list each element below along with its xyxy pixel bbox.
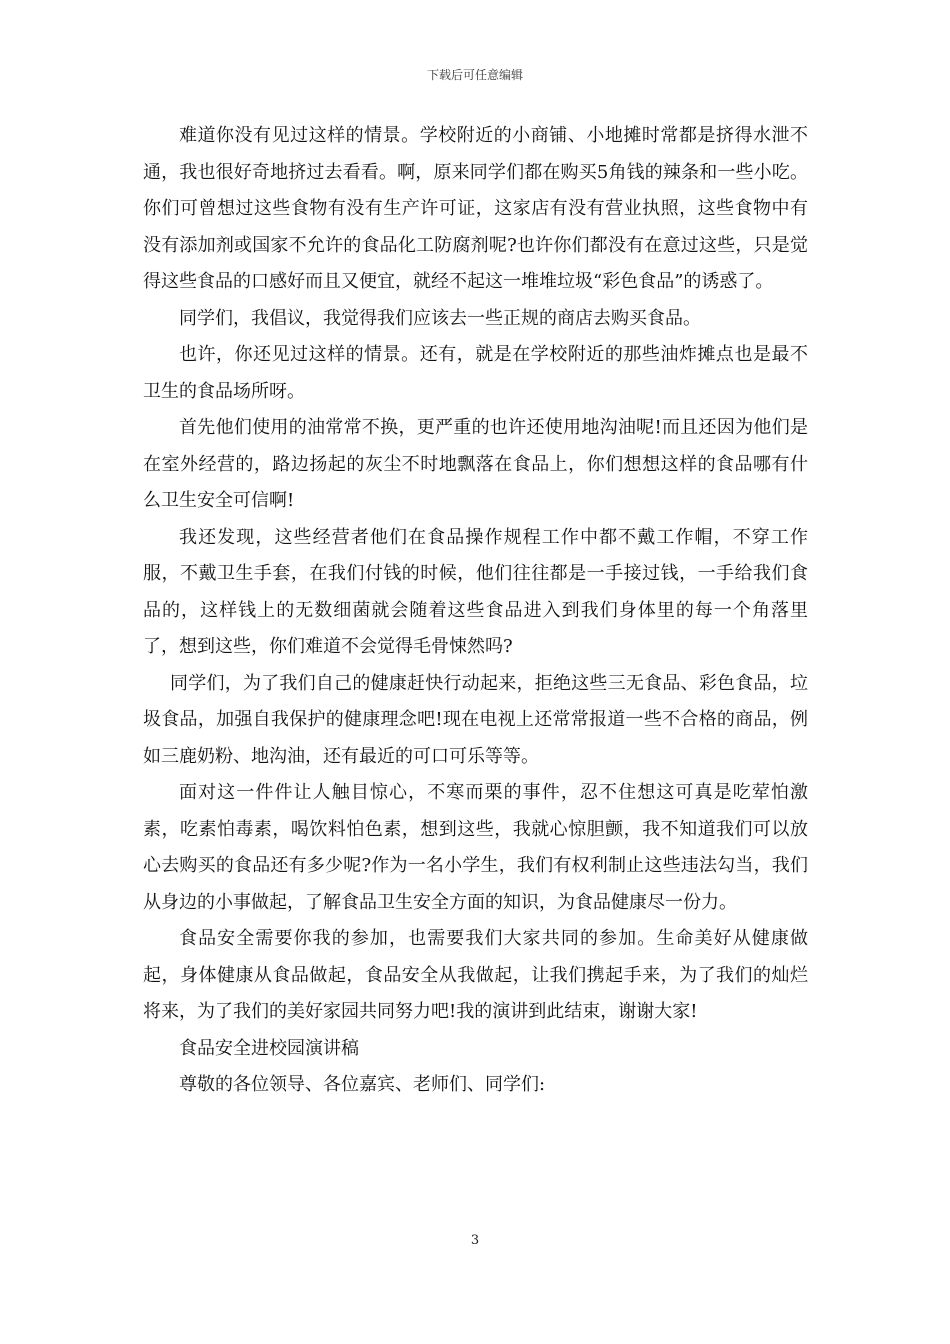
paragraph-6: 同学们，为了我们自己的健康赶快行动起来，拒绝这些三无食品、彩色食品，垃圾食品，加强自我保护的健康理念吧!现在电视上还常常报道一些不合格的商品，例如三鹿奶粉、地沟油，还有最近的可口可乐等等。 [143,672,808,767]
document-body [143,118,808,1104]
paragraph-5: 我还发现，这些经营者他们在食品操作规程工作中都不戴工作帽，不穿工作服，不戴卫生手套，在我们付钱的时候，他们往往都是一手接过钱，一手给我们食品的，这样钱上的无数细菌就会随着这些食品进入到我们身体里的每一个角落里了，想到这些，你们难道不会觉得毛骨悚然吗? [143,526,808,657]
section-title: 食品安全进校园演讲稿 [179,1037,359,1059]
header-note: 下载后可任意编辑 [426,68,523,82]
paragraph-1: 难道你没有见过这样的情景。学校附近的小商铺、小地摊时常都是挤得水泄不通，我也很好奇地挤过去看看。啊，原来同学们都在购买5角钱的辣条和一些小吃。你们可曾想过这些食物有没有生产许可证，这家店有没有营业执照，这些食物中有没有添加剂或国家不允许的食品化工防腐剂呢?也许你们都没有在意过这些，只是觉得这些食品的口感好而且又便宜，就经不起这一堆堆垃圾“彩色食品”的诱惑了。 [143,125,808,292]
paragraph-4: 首先他们使用的油常常不换，更严重的也许还使用地沟油呢!而且还因为他们是在室外经营的，路边扬起的灰尘不时地飘落在食品上，你们想想这样的食品哪有什么卫生安全可信啊! [143,417,808,511]
paragraph-8: 食品安全需要你我的参加，也需要我们大家共同的参加。生命美好从健康做起，身体健康从食品做起，食品安全从我做起，让我们携起手来，为了我们的灿烂将来，为了我们的美好家园共同努力吧!我的演讲到此结束，谢谢大家! [143,928,808,1022]
paragraph-3: 也许，你还见过这样的情景。还有，就是在学校附近的那些油炸摊点也是最不卫生的食品场所呀。 [143,344,808,402]
paragraph-2: 同学们，我倡议，我觉得我们应该去一些正规的商店去购买食品。 [179,307,701,329]
paragraph-7: 面对这一件件让人触目惊心，不寒而栗的事件，忍不住想这可真是吃荤怕激素，吃素怕毒素，喝饮料怕色素，想到这些，我就心惊胆颤，我不知道我们可以放心去购买的食品还有多少呢?作为一名小学生，我们有权利制止这些违法勾当，我们从身边的小事做起，了解食品卫生安全方面的知识，为食品健康尽一份力。 [143,782,808,913]
page-number: 3 [470,1233,480,1248]
salutation: 尊敬的各位领导、各位嘉宾、老师们、同学们: [179,1074,546,1095]
